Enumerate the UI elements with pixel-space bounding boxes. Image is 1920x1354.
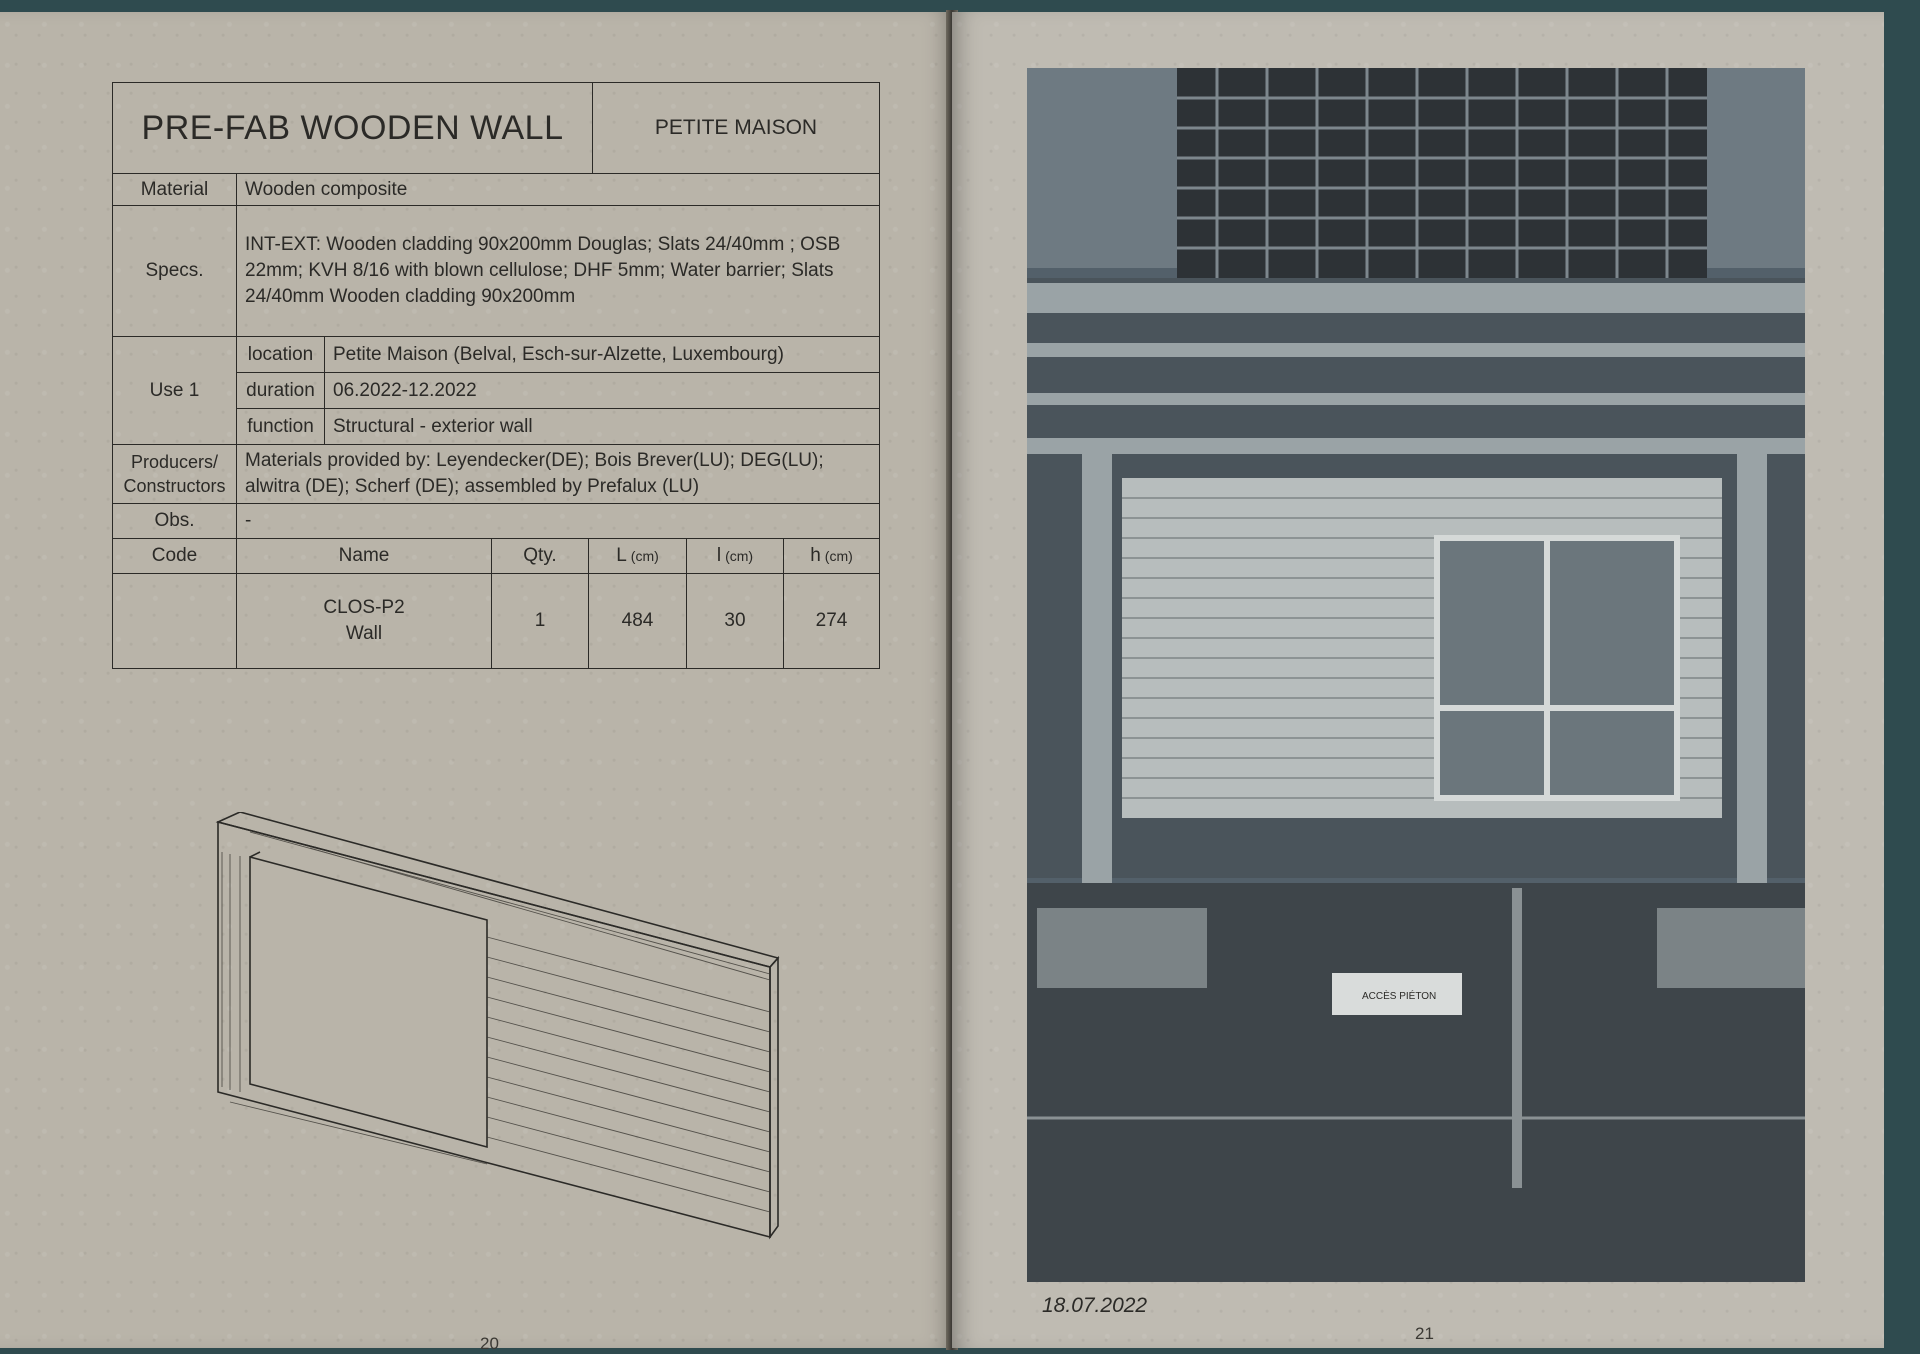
table-header-row — [113, 83, 879, 174]
concrete-block-left — [1037, 908, 1207, 988]
qty-header: Qty. — [492, 539, 589, 573]
height-header-label: h — [810, 545, 821, 566]
height-header — [784, 539, 879, 573]
photo-date: 18.07.2022 — [1042, 1294, 1148, 1317]
page-number-right: 21 — [1415, 1324, 1434, 1343]
item-qty: 1 — [492, 574, 589, 668]
item-name-line1: CLOS-P2 — [323, 597, 405, 618]
length-unit: (cm) — [630, 548, 659, 564]
producers-label-line1: Producers/ — [130, 452, 219, 472]
fence-post — [1512, 888, 1522, 1188]
use-row — [113, 337, 879, 445]
location-value: Petite Maison (Belval, Esch-sur-Alzette, Luxembourg) — [333, 343, 784, 365]
width-header-label: l — [716, 545, 722, 566]
table-row — [113, 574, 879, 668]
left-page — [0, 12, 952, 1353]
use-duration-row — [237, 373, 879, 409]
item-width: 30 — [687, 574, 784, 668]
use-label: Use 1 — [113, 337, 237, 444]
material-row — [113, 174, 879, 206]
table-title: PRE-FAB WOODEN WALL — [113, 83, 593, 173]
spec-table — [112, 82, 880, 669]
duration-value: 06.2022-12.2022 — [333, 379, 477, 401]
producers-row — [113, 445, 879, 504]
pedestrian-sign-text: ACCÈS PIÉTON — [1362, 991, 1437, 1002]
construction-photo — [1027, 68, 1805, 1282]
function-value: Structural - exterior wall — [333, 415, 533, 437]
item-length: 484 — [589, 574, 687, 668]
width-header — [687, 539, 784, 573]
function-label: function — [237, 409, 325, 444]
height-unit: (cm) — [824, 548, 853, 564]
producers-value: Materials provided by: Leyendecker(DE); Bois Brever(LU); DEG(LU); alwitra (DE); Scherf (DE); assembled by Prefalux (LU) — [245, 450, 824, 497]
item-code — [113, 574, 237, 668]
columns-header-row — [113, 539, 879, 574]
photo-illustration — [1027, 68, 1805, 1282]
name-header: Name — [237, 539, 492, 573]
concrete-block-right — [1657, 908, 1805, 988]
use-details — [237, 337, 879, 444]
duration-label: duration — [237, 373, 325, 408]
use-location-row — [237, 337, 879, 373]
length-header — [589, 539, 687, 573]
width-unit: (cm) — [725, 548, 754, 564]
obs-row — [113, 504, 879, 539]
specs-value: INT-EXT: Wooden cladding 90x200mm Douglas; Slats 24/40mm ; OSB 22mm; KVH 8/16 with blown cellulose; DHF 5mm; Water barrier; Slats 24/40mm Wooden cladding 90x200mm — [245, 234, 841, 307]
length-header-label: L — [616, 545, 627, 566]
project-name: PETITE MAISON — [654, 116, 818, 139]
item-name-line2: Wall — [345, 623, 383, 644]
window-reveal-line — [250, 852, 260, 857]
obs-value: - — [245, 510, 252, 531]
producers-label-line2: Constructors — [123, 476, 226, 496]
item-name — [237, 574, 492, 668]
producers-label — [113, 445, 237, 503]
location-label: location — [237, 337, 325, 372]
obs-label: Obs. — [113, 504, 237, 538]
page-number-left: 20 — [480, 1334, 499, 1353]
wall-sketch — [210, 812, 790, 1252]
code-header: Code — [113, 539, 237, 573]
use-function-row — [237, 409, 879, 444]
item-height: 274 — [815, 610, 848, 631]
specs-label: Specs. — [113, 206, 237, 336]
material-value: Wooden composite — [245, 178, 408, 200]
specs-row — [113, 206, 879, 337]
right-page — [952, 12, 1884, 1348]
window-opening — [250, 857, 487, 1147]
wall-side-face — [770, 958, 778, 1237]
window-frame — [1437, 538, 1677, 798]
material-label: Material — [113, 174, 237, 205]
